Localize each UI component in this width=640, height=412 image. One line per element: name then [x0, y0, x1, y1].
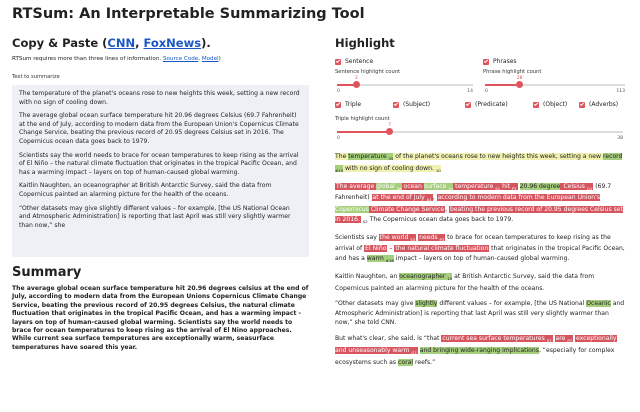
source-code-link[interactable]: Source Code	[162, 56, 199, 62]
checkbox-row-2	[335, 101, 627, 110]
summary-text: The average global ocean surface temperature hit 20.96 degrees celsius at the end of July, according to modern data from the European Unions Copernicus Climate Change Service, beating the previous record of 20.95 degrees Celsius, the natural climate fluctuation that originates in the tropical Pacific Ocean, and has a warming impact - layers on top of human-caused global warming. Scientists say the world needs to brace for ocean temperatures to keep rising as the arrival of El Nino approaches. While current sea surface temperatures are exceptionally warm, seasurface temperatures have soared this year.	[12, 285, 309, 351]
highlight-heading: Highlight	[335, 36, 395, 50]
slider-min: 0	[337, 89, 340, 94]
predicate-checkbox[interactable]: (Predicate)	[465, 101, 508, 108]
slider-value: 28	[516, 76, 523, 81]
adverbs-checkbox[interactable]: (Adverbs)	[579, 101, 618, 108]
slider-min: 0	[485, 89, 488, 94]
object-checkbox[interactable]: (Object)	[533, 101, 567, 108]
highlight-paragraph: Kaitlin Naughten, an oceanographer $_{10}$ at British Antarctic Survey, said the data from Copernicus painted an alarming picture for the health of the oceans.	[335, 272, 595, 292]
copy-paste-heading: Copy & Paste (CNN, FoxNews).	[12, 36, 211, 50]
sentence-checkbox[interactable]: Sentence	[335, 58, 373, 65]
slider-max: 38	[617, 136, 623, 141]
checkbox-checked-icon	[483, 59, 489, 65]
triple-count-slider[interactable]	[335, 116, 625, 141]
slider-min: 0	[337, 136, 340, 141]
input-paragraph: The average global ocean surface temperature hit 20.96 degrees Celsius (69.7 Fahrenheit) at the end of July, according to modern data from the European Union's Copernicus Climate Change Service, beating the previous record of 20.95 degrees Celsius set in 2016. The Copernicus ocean data goes back to 1979.	[19, 112, 299, 145]
checkbox-checked-icon	[579, 102, 585, 108]
phrases-checkbox[interactable]: Phrases	[483, 58, 517, 65]
input-paragraph: Scientists say the world needs to brace for ocean temperatures to keep rising as the arrival of El Niño – the natural climate fluctuation that originates in the tropical Pacific Ocean, and has a warming impact – layers on top of human-caused global warming.	[19, 151, 299, 176]
checkbox-checked-icon	[335, 102, 341, 108]
input-paragraph: “Other datasets may give slightly different values – for example, [the US National Ocean and Atmospheric Administration] is reporting that last April was still very slightly warmer than now,” she	[19, 204, 291, 229]
cnn-link[interactable]: CNN	[107, 36, 136, 50]
slider-track	[337, 123, 623, 133]
highlight-paragraph: The average global $_{38}$ ocean surface $_{24}$ temperature $_{S1}$ hit $_{P1}$ 20.96 degree Celsius $_{O1}$ (69.7 Fahrenheit) at the end of July $_{A1}$, according to modern data from the European Union's Copernicus Climate Change Service, beating the previous record of 20.95 degrees Celsius set in 2016. $_{S2}$ The Copernicus ocean data goes back to 1979.	[335, 182, 623, 225]
checkbox-checked-icon	[465, 102, 471, 108]
summary-heading: Summary	[12, 265, 82, 280]
highlight-paragraph: But what's clear, she said, is “that current sea surface temperatures $_{S7}$ are $_{P7}$ exceptionally and unseasonably warm $_{O7}$ and bringing wide-ranging implications, “especially for complex ecosystems such as coral reefs.”	[335, 335, 617, 366]
highlight-paragraph: “Other datasets may give slightly different values – for example, [the US National Oceanic and Atmospheric Administration] is reporting that last April was still very slightly warmer than now,” she told CNN.	[335, 300, 625, 327]
requirement-note: RTSum requires more than three lines of information. Source Code, Model)	[12, 56, 221, 62]
slider-label: Triple highlight count	[335, 116, 390, 122]
slider-label: Phrase highlight count	[483, 69, 542, 75]
slider-max: 14	[467, 89, 473, 94]
slider-value: 2	[354, 76, 358, 81]
text-to-summarize-input[interactable]	[12, 85, 309, 257]
foxnews-link[interactable]: FoxNews	[143, 36, 202, 50]
highlight-panel	[335, 36, 627, 373]
highlighted-output	[335, 152, 627, 367]
slider-track	[485, 76, 625, 86]
text-area-label: Text to summarize	[12, 74, 60, 80]
input-panel	[12, 36, 309, 352]
input-paragraph: The temperature of the planet's oceans rose to new heights this week, setting a new record with no sign of cooling down.	[19, 90, 300, 106]
slider-label: Sentence highlight count	[335, 69, 401, 75]
checkbox-row-1	[335, 58, 627, 67]
slider-max: 113	[616, 89, 625, 94]
slider-value: 7	[388, 123, 392, 128]
sentence-count-slider[interactable]	[335, 69, 475, 94]
model-link[interactable]: Model	[201, 56, 219, 62]
checkbox-checked-icon	[533, 102, 539, 108]
slider-knob[interactable]	[386, 128, 393, 135]
checkbox-checked-icon	[335, 59, 341, 65]
checkbox-checked-icon	[393, 102, 399, 108]
slider-fill	[485, 84, 520, 86]
triple-checkbox[interactable]: Triple	[335, 101, 361, 108]
app-title: RTSum: An Interpretable Summarizing Tool	[12, 6, 365, 22]
slider-track	[337, 76, 473, 86]
slider-knob[interactable]	[516, 81, 523, 88]
highlight-paragraph: Scientists say the world $_{S3}$ needs $_{P3}$ to brace for ocean temperatures to keep rising as the arrival of El Niño – the natural climate fluctuation that originates in the tropical Pacific Ocean, and has a warm $_{\#16}$ impact – layers on top of human-caused global warming.	[335, 233, 625, 264]
subject-checkbox[interactable]: (Subject)	[393, 101, 430, 108]
highlight-paragraph: The temperature $_{35}$ of the planet's oceans rose to new heights this week, setting a new record $_{\#13}$ with no sign of cooling down. $_{10}$	[335, 153, 623, 174]
slider-knob[interactable]	[353, 81, 360, 88]
phrase-count-slider[interactable]	[483, 69, 627, 94]
slider-fill	[337, 131, 390, 133]
input-paragraph: Kaitlin Naughten, an oceanographer at British Antarctic Survey, said the data from Copernicus painted an alarming picture for the health of the oceans.	[19, 182, 272, 198]
